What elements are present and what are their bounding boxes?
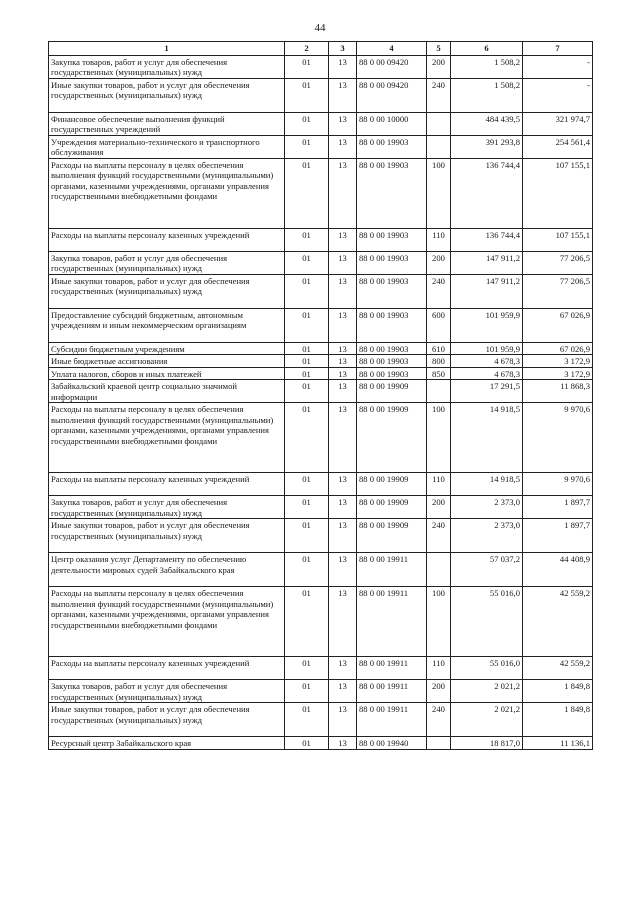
row-name: Ресурсный центр Забайкальского края [49, 737, 285, 750]
row-expense-type: 110 [427, 657, 451, 680]
row-subsection-code: 13 [329, 78, 357, 112]
table-row [49, 308, 593, 342]
row-expense-type: 110 [427, 228, 451, 251]
table-row [49, 78, 593, 112]
row-name: Финансовое обеспечение выполнения функций государственных учреждений [49, 112, 285, 135]
table-row [49, 112, 593, 135]
row-subsection-code: 13 [329, 473, 357, 496]
row-target-article: 88 0 00 19903 [357, 308, 427, 342]
row-target-article: 88 0 00 19903 [357, 251, 427, 274]
row-amount-col6: 147 911,2 [451, 274, 523, 308]
row-subsection-code: 13 [329, 657, 357, 680]
row-subsection-code: 13 [329, 367, 357, 380]
table-row [49, 228, 593, 251]
row-section-code: 01 [285, 228, 329, 251]
row-amount-col7: 77 206,5 [523, 274, 593, 308]
row-amount-col6: 101 959,9 [451, 308, 523, 342]
row-target-article: 88 0 00 19909 [357, 496, 427, 519]
header-col-6: 6 [451, 42, 523, 56]
table-row [49, 519, 593, 553]
row-amount-col6: 18 817,0 [451, 737, 523, 750]
row-amount-col6: 14 918,5 [451, 473, 523, 496]
row-expense-type [427, 380, 451, 403]
table-row [49, 403, 593, 473]
row-target-article: 88 0 00 09420 [357, 78, 427, 112]
row-target-article: 88 0 00 19903 [357, 355, 427, 368]
row-section-code: 01 [285, 342, 329, 355]
table-row [49, 496, 593, 519]
header-col-3: 3 [329, 42, 357, 56]
row-amount-col7: 254 561,4 [523, 135, 593, 158]
row-section-code: 01 [285, 380, 329, 403]
row-amount-col6: 55 016,0 [451, 587, 523, 657]
row-target-article: 88 0 00 19909 [357, 380, 427, 403]
row-subsection-code: 13 [329, 680, 357, 703]
table-row [49, 680, 593, 703]
table-row [49, 657, 593, 680]
row-name: Иные закупки товаров, работ и услуг для обеспечения государственных (муниципальных) нужд [49, 703, 285, 737]
row-name: Расходы на выплаты персоналу в целях обеспечения выполнения функций государственными (муниципальными) органами, казенными учреждениями, органами управления государственными внебюджетными фондами [49, 587, 285, 657]
row-subsection-code: 13 [329, 737, 357, 750]
row-expense-type [427, 112, 451, 135]
row-subsection-code: 13 [329, 228, 357, 251]
row-subsection-code: 13 [329, 55, 357, 78]
row-name: Уплата налогов, сборов и иных платежей [49, 367, 285, 380]
row-name: Закупка товаров, работ и услуг для обеспечения государственных (муниципальных) нужд [49, 55, 285, 78]
row-expense-type: 240 [427, 274, 451, 308]
table-row [49, 158, 593, 228]
table-row [49, 342, 593, 355]
row-amount-col6: 136 744,4 [451, 228, 523, 251]
row-expense-type [427, 135, 451, 158]
row-amount-col7: 1 849,8 [523, 680, 593, 703]
table-row [49, 135, 593, 158]
table-row [49, 737, 593, 750]
row-amount-col7: 67 026,9 [523, 342, 593, 355]
row-section-code: 01 [285, 587, 329, 657]
table-row [49, 274, 593, 308]
row-amount-col6: 136 744,4 [451, 158, 523, 228]
row-amount-col7: 3 172,9 [523, 355, 593, 368]
row-target-article: 88 0 00 19909 [357, 473, 427, 496]
row-target-article: 88 0 00 10000 [357, 112, 427, 135]
row-amount-col6: 4 678,3 [451, 367, 523, 380]
row-section-code: 01 [285, 78, 329, 112]
row-target-article: 88 0 00 19909 [357, 403, 427, 473]
row-subsection-code: 13 [329, 403, 357, 473]
row-expense-type: 200 [427, 55, 451, 78]
row-name: Забайкальский краевой центр социально значимой информации [49, 380, 285, 403]
row-amount-col6: 4 678,3 [451, 355, 523, 368]
row-section-code: 01 [285, 737, 329, 750]
row-amount-col6: 17 291,5 [451, 380, 523, 403]
row-expense-type: 240 [427, 519, 451, 553]
row-name: Центр оказания услуг Департаменту по обеспечению деятельности мировых судей Забайкальского края [49, 553, 285, 587]
table-row [49, 380, 593, 403]
row-amount-col7: 107 155,1 [523, 228, 593, 251]
row-amount-col6: 1 508,2 [451, 78, 523, 112]
row-expense-type: 240 [427, 703, 451, 737]
row-subsection-code: 13 [329, 587, 357, 657]
row-target-article: 88 0 00 19911 [357, 553, 427, 587]
row-section-code: 01 [285, 135, 329, 158]
row-expense-type [427, 553, 451, 587]
row-amount-col7: 42 559,2 [523, 657, 593, 680]
row-section-code: 01 [285, 657, 329, 680]
row-amount-col6: 57 037,2 [451, 553, 523, 587]
row-name: Иные закупки товаров, работ и услуг для обеспечения государственных (муниципальных) нужд [49, 274, 285, 308]
row-amount-col7: 1 897,7 [523, 519, 593, 553]
row-subsection-code: 13 [329, 553, 357, 587]
table-row [49, 473, 593, 496]
row-amount-col7: 9 970,6 [523, 403, 593, 473]
row-section-code: 01 [285, 496, 329, 519]
row-amount-col6: 1 508,2 [451, 55, 523, 78]
row-amount-col6: 14 918,5 [451, 403, 523, 473]
header-col-4: 4 [357, 42, 427, 56]
row-target-article: 88 0 00 19911 [357, 587, 427, 657]
row-expense-type: 610 [427, 342, 451, 355]
budget-table [48, 41, 593, 750]
row-section-code: 01 [285, 367, 329, 380]
row-subsection-code: 13 [329, 251, 357, 274]
row-target-article: 88 0 00 19909 [357, 519, 427, 553]
row-amount-col7: 44 408,9 [523, 553, 593, 587]
row-amount-col6: 2 373,0 [451, 496, 523, 519]
header-col-5: 5 [427, 42, 451, 56]
row-amount-col7: 67 026,9 [523, 308, 593, 342]
row-amount-col7: 3 172,9 [523, 367, 593, 380]
row-section-code: 01 [285, 473, 329, 496]
row-subsection-code: 13 [329, 308, 357, 342]
page-number: 44 [314, 22, 326, 34]
row-target-article: 88 0 00 19911 [357, 657, 427, 680]
row-name: Расходы на выплаты персоналу казенных учреждений [49, 473, 285, 496]
row-target-article: 88 0 00 19903 [357, 158, 427, 228]
row-section-code: 01 [285, 55, 329, 78]
row-amount-col6: 55 016,0 [451, 657, 523, 680]
row-amount-col6: 101 959,9 [451, 342, 523, 355]
row-amount-col6: 2 021,2 [451, 680, 523, 703]
row-amount-col6: 2 373,0 [451, 519, 523, 553]
row-subsection-code: 13 [329, 342, 357, 355]
row-amount-col6: 484 439,5 [451, 112, 523, 135]
table-row [49, 367, 593, 380]
row-subsection-code: 13 [329, 274, 357, 308]
row-subsection-code: 13 [329, 496, 357, 519]
row-name: Закупка товаров, работ и услуг для обеспечения государственных (муниципальных) нужд [49, 251, 285, 274]
row-expense-type: 850 [427, 367, 451, 380]
header-col-2: 2 [285, 42, 329, 56]
row-expense-type: 200 [427, 680, 451, 703]
row-section-code: 01 [285, 519, 329, 553]
row-target-article: 88 0 00 19903 [357, 342, 427, 355]
row-section-code: 01 [285, 403, 329, 473]
row-name: Иные закупки товаров, работ и услуг для обеспечения государственных (муниципальных) нужд [49, 519, 285, 553]
row-name: Расходы на выплаты персоналу казенных учреждений [49, 228, 285, 251]
row-expense-type: 100 [427, 587, 451, 657]
row-name: Закупка товаров, работ и услуг для обеспечения государственных (муниципальных) нужд [49, 680, 285, 703]
row-target-article: 88 0 00 19903 [357, 274, 427, 308]
row-amount-col7: 107 155,1 [523, 158, 593, 228]
row-amount-col7: 9 970,6 [523, 473, 593, 496]
row-target-article: 88 0 00 09420 [357, 55, 427, 78]
row-section-code: 01 [285, 274, 329, 308]
table-row [49, 55, 593, 78]
header-col-1: 1 [49, 42, 285, 56]
row-expense-type: 800 [427, 355, 451, 368]
row-section-code: 01 [285, 158, 329, 228]
row-target-article: 88 0 00 19903 [357, 367, 427, 380]
row-section-code: 01 [285, 308, 329, 342]
row-target-article: 88 0 00 19940 [357, 737, 427, 750]
table-header-row [49, 42, 593, 56]
row-section-code: 01 [285, 680, 329, 703]
row-amount-col7: 1 897,7 [523, 496, 593, 519]
row-section-code: 01 [285, 703, 329, 737]
row-amount-col6: 147 911,2 [451, 251, 523, 274]
row-subsection-code: 13 [329, 703, 357, 737]
table-row [49, 355, 593, 368]
row-name: Иные закупки товаров, работ и услуг для обеспечения государственных (муниципальных) нужд [49, 78, 285, 112]
row-amount-col7: 77 206,5 [523, 251, 593, 274]
row-expense-type: 110 [427, 473, 451, 496]
row-amount-col7: - [523, 78, 593, 112]
row-subsection-code: 13 [329, 380, 357, 403]
row-target-article: 88 0 00 19911 [357, 703, 427, 737]
row-target-article: 88 0 00 19903 [357, 135, 427, 158]
row-amount-col7: 11 868,3 [523, 380, 593, 403]
row-expense-type: 200 [427, 496, 451, 519]
row-expense-type: 100 [427, 158, 451, 228]
table-row [49, 587, 593, 657]
row-amount-col7: - [523, 55, 593, 78]
row-section-code: 01 [285, 112, 329, 135]
row-expense-type: 600 [427, 308, 451, 342]
row-amount-col7: 11 136,1 [523, 737, 593, 750]
row-subsection-code: 13 [329, 355, 357, 368]
row-target-article: 88 0 00 19903 [357, 228, 427, 251]
row-subsection-code: 13 [329, 519, 357, 553]
row-subsection-code: 13 [329, 158, 357, 228]
row-amount-col6: 391 293,8 [451, 135, 523, 158]
header-col-7: 7 [523, 42, 593, 56]
row-name: Расходы на выплаты персоналу в целях обеспечения выполнения функций государственными (муниципальными) органами, казенными учреждениями, органами управления государственными внебюджетными фондами [49, 403, 285, 473]
row-amount-col7: 321 974,7 [523, 112, 593, 135]
row-expense-type: 200 [427, 251, 451, 274]
row-name: Учреждения материально-технического и транспортного обслуживания [49, 135, 285, 158]
row-name: Субсидии бюджетным учреждениям [49, 342, 285, 355]
row-name: Расходы на выплаты персоналу казенных учреждений [49, 657, 285, 680]
row-name: Расходы на выплаты персоналу в целях обеспечения выполнения функций государственными (муниципальными) органами, казенными учреждениями, органами управления государственными внебюджетными фондами [49, 158, 285, 228]
row-subsection-code: 13 [329, 112, 357, 135]
row-section-code: 01 [285, 553, 329, 587]
row-name: Предоставление субсидий бюджетным, автономным учреждениям и иным некоммерческим организациям [49, 308, 285, 342]
table-row [49, 553, 593, 587]
row-subsection-code: 13 [329, 135, 357, 158]
row-expense-type [427, 737, 451, 750]
row-section-code: 01 [285, 251, 329, 274]
table-row [49, 703, 593, 737]
row-expense-type: 240 [427, 78, 451, 112]
row-expense-type: 100 [427, 403, 451, 473]
row-section-code: 01 [285, 355, 329, 368]
row-amount-col7: 42 559,2 [523, 587, 593, 657]
row-name: Иные бюджетные ассигнования [49, 355, 285, 368]
table-row [49, 251, 593, 274]
row-amount-col6: 2 021,2 [451, 703, 523, 737]
row-target-article: 88 0 00 19911 [357, 680, 427, 703]
row-name: Закупка товаров, работ и услуг для обеспечения государственных (муниципальных) нужд [49, 496, 285, 519]
row-amount-col7: 1 849,8 [523, 703, 593, 737]
